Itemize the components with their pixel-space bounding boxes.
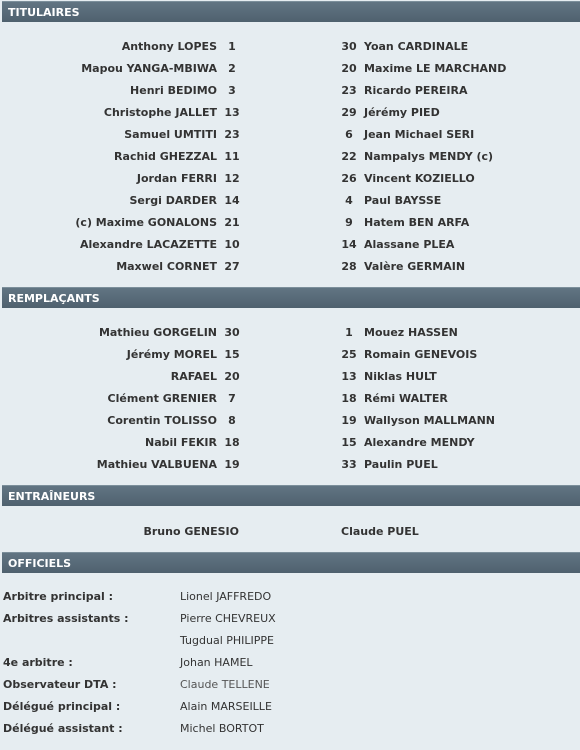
away-player-number: 9	[345, 216, 353, 229]
away-player-number: 19	[341, 414, 357, 427]
home-player-name: Jérémy MOREL	[126, 348, 217, 361]
away-player-name: Alexandre MENDY	[364, 436, 475, 449]
player-row	[0, 212, 580, 234]
home-coach-name: Bruno GENESIO	[143, 525, 239, 538]
player-row	[0, 388, 580, 410]
away-player-name: Alassane PLEA	[364, 238, 455, 251]
away-player-name: Ricardo PEREIRA	[364, 84, 468, 97]
away-player-number: 28	[341, 260, 357, 273]
official-role-label: Observateur DTA :	[3, 678, 117, 691]
home-player-number: 19	[224, 458, 240, 471]
official-role-label: Délégué assistant :	[3, 722, 123, 735]
away-player-number: 14	[341, 238, 357, 251]
home-player-name: Henri BEDIMO	[130, 84, 217, 97]
away-player-name: Paul BAYSSE	[364, 194, 442, 207]
home-player-name: RAFAEL	[170, 370, 217, 383]
official-row	[0, 674, 580, 696]
home-player-name: Alexandre LACAZETTE	[79, 238, 217, 251]
away-player-name: Nampalys MENDY (c)	[364, 150, 494, 163]
away-player-number: 22	[341, 150, 357, 163]
section-header-titulaires: TITULAIRES	[2, 1, 580, 22]
away-player-number: 20	[341, 62, 357, 75]
away-player-name: Hatem BEN ARFA	[364, 216, 470, 229]
home-player-name: Clément GRENIER	[107, 392, 217, 405]
home-player-name: Christophe JALLET	[103, 106, 217, 119]
away-player-number: 29	[341, 106, 357, 119]
away-player-name: Vincent KOZIELLO	[364, 172, 475, 185]
section-header-remplacants: REMPLAÇANTS	[2, 287, 580, 308]
coaches-row	[0, 521, 580, 543]
away-player-number: 4	[345, 194, 353, 207]
home-player-number: 7	[228, 392, 236, 405]
player-row	[0, 102, 580, 124]
official-row	[0, 608, 580, 630]
home-player-name: Jordan FERRI	[136, 172, 217, 185]
player-row	[0, 234, 580, 256]
home-player-name: Corentin TOLISSO	[107, 414, 217, 427]
player-row	[0, 256, 580, 278]
official-name: Alain MARSEILLE	[180, 700, 272, 713]
home-player-number: 14	[224, 194, 240, 207]
player-row	[0, 58, 580, 80]
player-row	[0, 36, 580, 58]
official-row	[0, 652, 580, 674]
official-name: Michel BORTOT	[180, 722, 264, 735]
section-header-entraineurs: ENTRAÎNEURS	[2, 485, 580, 506]
player-row	[0, 124, 580, 146]
home-player-number: 20	[224, 370, 240, 383]
away-player-number: 23	[341, 84, 357, 97]
home-player-name: Mapou YANGA-MBIWA	[81, 62, 217, 75]
away-player-name: Paulin PUEL	[364, 458, 438, 471]
away-player-name: Wallyson MALLMANN	[364, 414, 495, 427]
official-row	[0, 696, 580, 718]
official-name: Tugdual PHILIPPE	[180, 634, 274, 647]
player-row	[0, 168, 580, 190]
home-player-number: 12	[224, 172, 240, 185]
player-row	[0, 432, 580, 454]
away-player-number: 18	[341, 392, 357, 405]
away-player-number: 15	[341, 436, 357, 449]
home-player-name: Maxwel CORNET	[116, 260, 217, 273]
official-row	[0, 586, 580, 608]
official-name: Johan HAMEL	[180, 656, 253, 669]
away-player-number: 1	[345, 326, 353, 339]
home-player-name: (c) Maxime GONALONS	[75, 216, 217, 229]
player-row	[0, 322, 580, 344]
section-header-officiels: OFFICIELS	[2, 552, 580, 573]
home-player-number: 8	[228, 414, 236, 427]
official-row	[0, 718, 580, 740]
away-player-number: 25	[341, 348, 357, 361]
official-role-label: Délégué principal :	[3, 700, 121, 713]
away-player-name: Jean Michael SERI	[364, 128, 475, 141]
player-row	[0, 454, 580, 476]
away-player-name: Valère GERMAIN	[364, 260, 466, 273]
home-player-name: Samuel UMTITI	[124, 128, 217, 141]
official-name: Lionel JAFFREDO	[180, 590, 272, 603]
home-player-name: Mathieu GORGELIN	[98, 326, 217, 339]
player-row	[0, 410, 580, 432]
home-player-number: 23	[224, 128, 240, 141]
official-row	[0, 630, 580, 652]
official-role-label: 4e arbitre :	[3, 656, 73, 669]
home-player-name: Sergi DARDER	[129, 194, 217, 207]
home-player-number: 3	[228, 84, 236, 97]
home-player-number: 13	[224, 106, 240, 119]
player-row	[0, 146, 580, 168]
player-row	[0, 80, 580, 102]
home-player-name: Nabil FEKIR	[145, 436, 217, 449]
away-player-number: 26	[341, 172, 357, 185]
home-player-name: Mathieu VALBUENA	[96, 458, 217, 471]
official-name: Claude TELLENE	[180, 678, 270, 691]
home-player-number: 1	[228, 40, 236, 53]
away-coach-name: Claude PUEL	[341, 525, 419, 538]
away-player-name: Romain GENEVOIS	[364, 348, 478, 361]
home-player-number: 21	[224, 216, 240, 229]
home-player-name: Rachid GHEZZAL	[114, 150, 217, 163]
home-player-name: Anthony LOPES	[121, 40, 217, 53]
official-name: Pierre CHEVREUX	[180, 612, 276, 625]
home-player-number: 2	[228, 62, 236, 75]
away-player-name: Jérémy PIED	[364, 106, 440, 119]
away-player-name: Mouez HASSEN	[364, 326, 458, 339]
player-row	[0, 190, 580, 212]
player-row	[0, 344, 580, 366]
home-player-number: 27	[224, 260, 240, 273]
away-player-name: Niklas HULT	[364, 370, 437, 383]
home-player-number: 18	[224, 436, 240, 449]
away-player-name: Rémi WALTER	[364, 392, 448, 405]
away-player-name: Maxime LE MARCHAND	[364, 62, 507, 75]
away-player-name: Yoan CARDINALE	[364, 40, 469, 53]
home-player-number: 15	[224, 348, 240, 361]
away-player-number: 13	[341, 370, 357, 383]
official-role-label: Arbitre principal :	[3, 590, 114, 603]
official-role-label: Arbitres assistants :	[3, 612, 129, 625]
player-row	[0, 366, 580, 388]
home-player-number: 30	[224, 326, 240, 339]
away-player-number: 6	[345, 128, 353, 141]
home-player-number: 10	[224, 238, 240, 251]
home-player-number: 11	[224, 150, 240, 163]
away-player-number: 33	[341, 458, 357, 471]
away-player-number: 30	[341, 40, 357, 53]
